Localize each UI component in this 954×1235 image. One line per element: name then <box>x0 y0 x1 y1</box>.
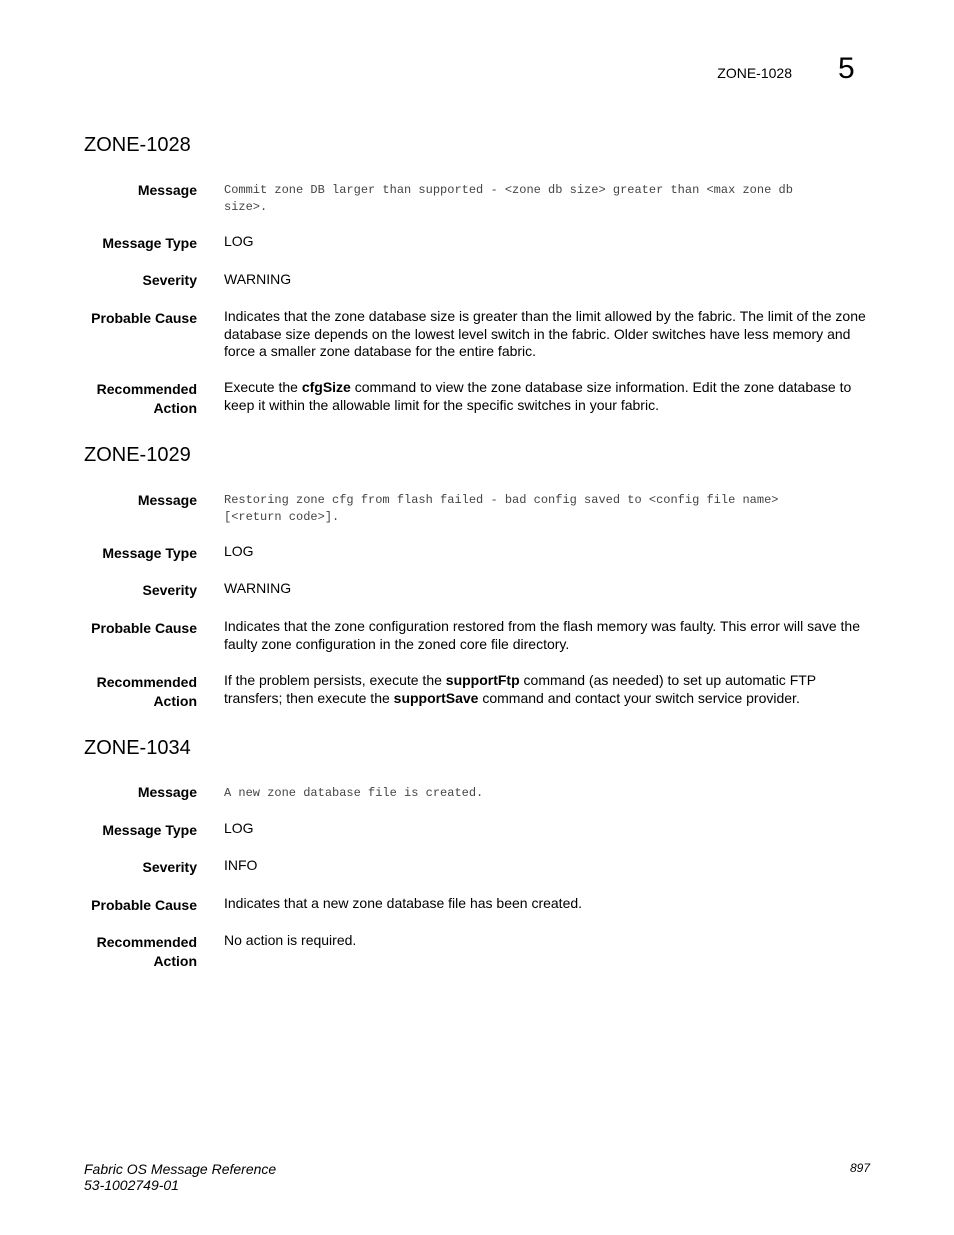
severity-label: Severity <box>142 582 197 598</box>
probable-cause-value: Indicates that the zone database size is greater than the limit allowed by the fabric. The limit of the zone database size depends on the lowest level switch in the fabric. Older switches have less memory and force a smaller zone database for the entire fabric. <box>224 308 866 359</box>
recommended-action-value: No action is required. <box>224 932 357 948</box>
entry-title-zone-1028: ZONE-1028 <box>84 134 191 156</box>
recommended-label-line: Recommended <box>96 934 197 950</box>
message-line: size>. <box>224 199 268 214</box>
action-text: command and contact your switch service provider. <box>478 689 800 706</box>
probable-cause-label: Probable Cause <box>91 897 197 913</box>
recommended-action-value <box>224 379 874 414</box>
message-line: [<return code>]. <box>224 509 340 524</box>
recommended-label-line: Recommended <box>96 674 197 690</box>
page-number: 897 <box>849 1161 870 1175</box>
chapter-number: 5 <box>838 52 855 85</box>
action-label-line: Action <box>153 953 197 969</box>
probable-cause-label: Probable Cause <box>91 620 197 636</box>
message-label: Message <box>137 492 197 508</box>
message-line: A new zone database file is created. <box>224 786 484 800</box>
recommended-action-label <box>60 933 197 971</box>
probable-cause-label: Probable Cause <box>91 310 197 326</box>
action-text: Execute the <box>224 379 302 395</box>
probable-cause-value: Indicates that a new zone database file has been created. <box>224 895 583 911</box>
recommended-action-label <box>60 380 197 418</box>
severity-label: Severity <box>142 272 197 288</box>
command-name: supportSave <box>393 689 479 706</box>
severity-value: INFO <box>224 857 258 873</box>
command-name: supportFtp <box>445 672 520 688</box>
action-label-line: Action <box>153 693 197 709</box>
footer-doc-info <box>84 1161 276 1193</box>
message-value <box>224 785 874 802</box>
probable-cause-value: Indicates that the zone configuration restored from the flash memory was faulty. This error will save the faulty zone configuration in the zoned core file directory. <box>224 618 860 652</box>
message-label: Message <box>137 784 197 800</box>
action-text: command to view the zone database size information. Edit the zone database to keep it within the allowable limit for the specific switches in your fabric. <box>224 379 852 413</box>
message-type-label: Message Type <box>102 822 197 838</box>
message-type-value: LOG <box>224 543 254 559</box>
action-text: If the problem persists, execute the <box>224 672 446 688</box>
recommended-action-label <box>60 673 197 711</box>
message-line: Restoring zone cfg from flash failed - bad config saved to <config file name> <box>224 493 779 507</box>
message-value <box>224 182 874 215</box>
message-type-label: Message Type <box>102 235 197 251</box>
action-label-line: Action <box>153 400 197 416</box>
running-header-label: ZONE-1028 <box>717 65 792 81</box>
entry-title-zone-1034: ZONE-1034 <box>84 737 191 759</box>
message-type-value: LOG <box>224 820 254 836</box>
severity-label: Severity <box>142 859 197 875</box>
severity-value: WARNING <box>224 580 292 596</box>
footer-doc-number: 53-1002749-01 <box>84 1177 179 1193</box>
recommended-label-line: Recommended <box>96 381 197 397</box>
severity-value: WARNING <box>224 271 292 287</box>
message-value <box>224 492 874 525</box>
entry-title-zone-1029: ZONE-1029 <box>84 444 191 466</box>
message-type-label: Message Type <box>102 545 197 561</box>
command-name: cfgSize <box>301 379 351 395</box>
recommended-action-value <box>224 672 874 707</box>
message-line: Commit zone DB larger than supported - <zone db size> greater than <max zone db <box>224 183 793 197</box>
footer-title: Fabric OS Message Reference <box>84 1161 277 1177</box>
message-type-value: LOG <box>224 233 254 249</box>
action-text: command (as needed) to set up automatic FTP transfers; then execute the <box>224 672 816 706</box>
message-label: Message <box>137 182 197 198</box>
